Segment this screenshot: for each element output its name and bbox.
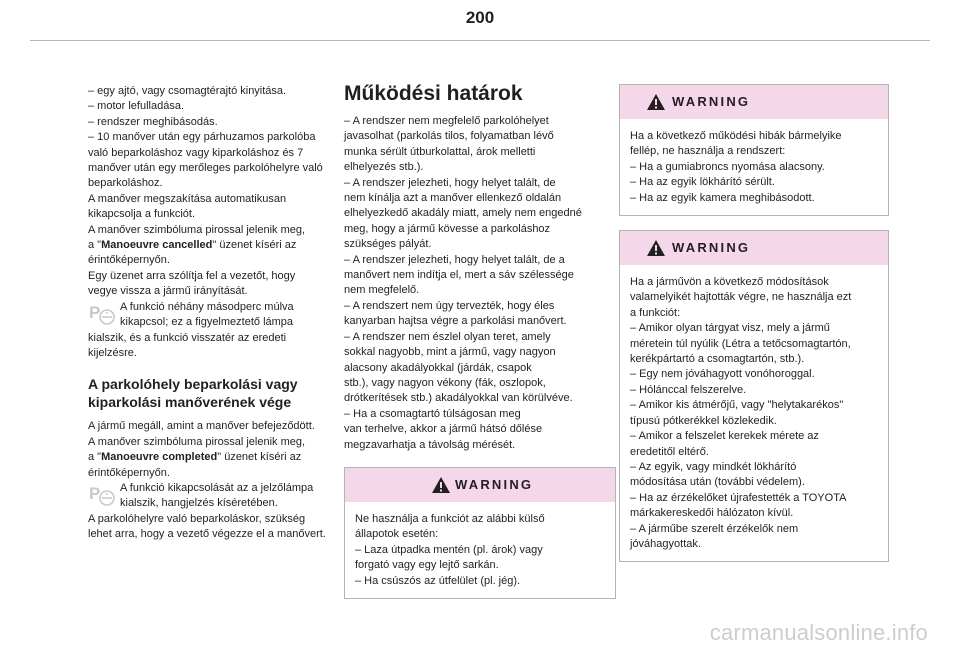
indicator-text	[88, 481, 358, 512]
warning-text	[345, 502, 615, 598]
manoeuvre-cancelled-label: Manoeuvre cancelled	[101, 239, 213, 252]
column-middle	[344, 82, 616, 599]
text-block	[88, 419, 358, 450]
text-line: – Egy nem jóváhagyott vonóhoroggal.	[630, 368, 815, 381]
limits-text	[344, 114, 616, 453]
text-line: Egy üzenet arra szólítja fel a vezetőt, hogy	[88, 269, 296, 282]
text-line: valamelyikét hajtották végre, ne használja ezt	[630, 291, 852, 304]
text-line: való beparkoláshoz vagy kiparkoláshoz és 7	[88, 146, 304, 159]
text-line: A manőver szimbóluma pirossal jelenik meg,	[88, 223, 306, 236]
text-line: – A rendszer jelezheti, hogy helyet talált, de a	[344, 253, 565, 266]
text-line: – Amikor kis átmérőjű, vagy "helytakarékos"	[630, 399, 844, 412]
text-line: Ne használja a funkciót az alábbi külső	[355, 512, 545, 525]
warning-triangle-icon	[646, 239, 666, 257]
column-right	[619, 84, 889, 562]
text-line: – Ha az egyik lökhárító sérült.	[630, 176, 775, 189]
page-number: 200	[465, 8, 495, 27]
text-line: A manőver szimbóluma pirossal jelenik meg,	[88, 435, 306, 448]
warning-triangle-icon	[431, 476, 451, 494]
text-line: kikapcsolja a funkciót.	[88, 208, 195, 221]
text-block	[88, 84, 358, 238]
header-divider	[30, 40, 930, 41]
text-line: munka sérült útburkolattal, árok melletti	[344, 145, 536, 158]
text-line: A funkció kikapcsolását az a jelzőlámpa	[120, 481, 314, 494]
text-line: – Hólánccal felszerelve.	[630, 383, 747, 396]
text-line: Ha a következő működési hibák bármelyike	[630, 130, 842, 142]
text-line: kialszik, és a funkció visszatér az eredeti	[88, 331, 287, 344]
text-line: állapotok esetén:	[355, 528, 439, 541]
text-line: érintőképernyőn.	[88, 466, 170, 479]
text-line: sokkal nagyobb, mint a jármű, vagy nagyon	[344, 346, 556, 359]
text-line: – 10 manőver után egy párhuzamos parkolóba	[88, 131, 316, 144]
text-block	[88, 466, 358, 481]
indicator-paragraph	[88, 481, 358, 512]
text-line: kerékpártartó a csomagtartón, stb.).	[630, 353, 805, 366]
text-line: meg, hogy a jármű kövesse a parkoláshoz	[344, 222, 551, 235]
parking-assist-lamp-icon	[88, 482, 118, 508]
warning-box	[619, 230, 889, 562]
text-line: Ha a járművön a következő módosítások	[630, 276, 829, 289]
text-block	[88, 331, 358, 362]
text-line: jóváhagyottak.	[630, 537, 701, 550]
text-line: manőver után egy merőleges parkolóhelyre való	[88, 162, 323, 175]
text-line: javasolhat (parkolás tilos, folyamatban lévő	[344, 130, 554, 143]
text-block	[88, 512, 358, 543]
text-line: elhelyezés stb.).	[344, 161, 424, 174]
text-line: méretein túl nyúlik (Létra a tetőcsomagtartón,	[630, 337, 851, 350]
text-line: A jármű megáll, amint a manőver befejeződött.	[88, 420, 315, 433]
text-line: drótkerítések stb.) akadályokkal van körülvéve.	[344, 392, 573, 405]
text-line: vegye vissza a jármű irányítását.	[88, 285, 248, 298]
svg-text:P: P	[89, 302, 101, 322]
text-line: szükséges pályát.	[344, 238, 432, 251]
text-line: – A rendszert nem úgy tervezték, hogy éles	[344, 299, 555, 312]
warning-title: WARNING	[455, 476, 534, 492]
text-line: fellép, ne használja a rendszert:	[630, 145, 786, 158]
column-left	[88, 84, 358, 543]
warning-header	[345, 468, 615, 502]
indicator-text	[88, 300, 358, 331]
svg-text:P: P	[89, 483, 101, 503]
warning-triangle-icon	[646, 93, 666, 111]
manoeuvre-completed-label: Manoeuvre completed	[101, 451, 218, 464]
section-heading: A parkolóhely beparkolási vagy kiparkolási manőverének vége	[88, 376, 298, 411]
warning-box	[619, 84, 889, 216]
watermark: carmanualsonline.info	[709, 620, 928, 645]
text-line: – Laza útpadka mentén (pl. árok) vagy	[355, 543, 543, 556]
text-line: nem kínálja azt a manőver ellenkező oldalán	[344, 192, 562, 205]
text-line: – Ha a gumiabroncs nyomása alacsony.	[630, 160, 825, 173]
text-line: – Ha az érzékelőket újrafestették a TOYOTA	[630, 491, 847, 504]
text-line: típusú pótkerékkel közlekedik.	[630, 414, 777, 427]
text-line: van terhelve, akkor a jármű hátsó dőlése	[344, 423, 543, 436]
text-line: – Amikor olyan tárgyat visz, mely a jármű	[630, 322, 830, 335]
text-line: – Ha csúszós az útfelület (pl. jég).	[355, 574, 521, 587]
text-line: kanyarban hajtsa végre a parkolási manővert.	[344, 315, 567, 328]
text-line: lehet arra, hogy a vezető végezze el a manővert.	[88, 528, 326, 541]
text-line: – motor lefulladása.	[88, 100, 184, 113]
text-line: elhelyezkedő akadály miatt, amely nem engedné	[344, 207, 582, 220]
text-block	[88, 253, 358, 299]
text-line: – A járműbe szerelt érzékelők nem	[630, 522, 799, 535]
indicator-paragraph	[88, 300, 358, 362]
warning-text	[620, 119, 888, 215]
text-line: – Ha a csomagtartó túlságosan meg	[344, 407, 521, 420]
text-line: módosítása után (további védelem).	[630, 476, 805, 489]
text-line: kijelzésre.	[88, 346, 137, 359]
text-line: – Ha az egyik kamera meghibásodott.	[630, 191, 815, 204]
section-title: Működési határok	[344, 82, 523, 105]
text-line: alacsony akadályokkal (járdák, csapok	[344, 361, 532, 374]
text-line: forgató vagy egy lejtő sarkán.	[355, 559, 499, 572]
warning-box	[344, 467, 616, 599]
text-line: kialszik, hangjelzés kíséretében.	[120, 497, 278, 510]
text-line: – A rendszer nem észlel olyan teret, amely	[344, 330, 551, 343]
text-line: A funkció néhány másodperc múlva	[120, 300, 294, 313]
text-line: kikapcsol; ez a figyelmeztető lámpa	[120, 316, 294, 329]
text-line: – Amikor a felszelet kerekek mérete az	[630, 430, 819, 443]
warning-header	[620, 231, 888, 265]
text-line: érintőképernyőn.	[88, 254, 170, 267]
text-line: – A rendszer nem megfelelő parkolóhelyet	[344, 115, 549, 127]
warning-text	[620, 265, 888, 561]
text-line: megzavarhatja a távolság mérését.	[344, 438, 516, 451]
text-line: – rendszer meghibásodás.	[88, 115, 218, 128]
text-line: A parkolóhelyre való beparkoláskor, szükség	[88, 512, 306, 525]
warning-header	[620, 85, 888, 119]
text-line: nem megfelelő.	[344, 284, 420, 297]
text-line: a funkciót:	[630, 306, 681, 319]
text-line: manővert nem indítja el, mert a sáv szélessége	[344, 269, 574, 282]
warning-title: WARNING	[672, 94, 751, 109]
text-line: A manőver megszakítása automatikusan	[88, 192, 287, 205]
parking-assist-lamp-icon	[88, 301, 118, 327]
warning-title: WARNING	[672, 240, 751, 256]
text-line: – A rendszer jelezheti, hogy helyet talált, de	[344, 176, 556, 189]
text-line: beparkoláshoz.	[88, 177, 163, 190]
text-line: márkakereskedői hálózaton kívül.	[630, 507, 794, 520]
text-line: a "Manoeuvre cancelled" üzenet kíséri az	[88, 239, 297, 252]
text-line: – egy ajtó, vagy csomagtérajtó kinyitása.	[88, 85, 287, 97]
text-line: stb.), vagy nagyon vékony (fák, oszlopok,	[344, 376, 546, 389]
text-line: a "Manoeuvre completed" üzenet kíséri az	[88, 451, 302, 464]
text-line: – Az egyik, vagy mindkét lökhárító	[630, 460, 797, 473]
text-line: eredetitől eltérő.	[630, 445, 709, 458]
